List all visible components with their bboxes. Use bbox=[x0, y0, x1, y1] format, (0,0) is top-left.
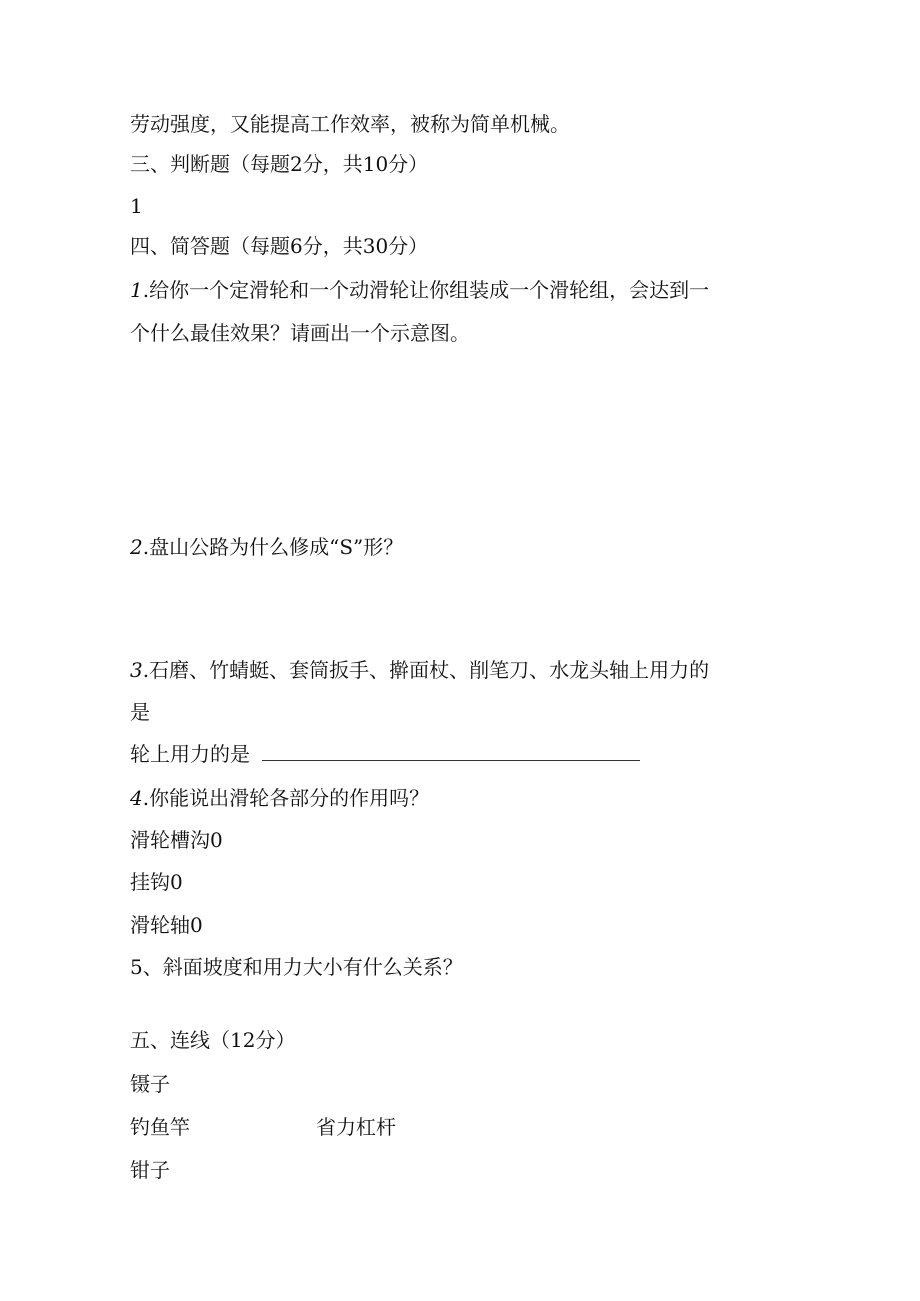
question-3-line-2: 是 bbox=[130, 700, 150, 724]
question-2 bbox=[130, 534, 403, 560]
match-item-fishing-rod: 钓鱼竿 bbox=[130, 1115, 190, 1139]
question-2-number: 2 bbox=[130, 535, 143, 559]
question-4-text: .你能说出滑轮各部分的作用吗？ bbox=[142, 786, 430, 810]
match-item-tweezers: 镊子 bbox=[130, 1072, 170, 1096]
question-3-text: .石磨、竹蜻蜓、套筒扳手、擀面杖、削笔刀、水龙头轴上用力的 bbox=[142, 658, 710, 682]
question-2-text: .盘山公路为什么修成“S”形？ bbox=[142, 535, 404, 559]
section-5-heading: 五、连线（12分） bbox=[130, 1028, 296, 1052]
question-4-number: 4 bbox=[130, 786, 143, 810]
match-category-force-saving-lever: 省力杠杆 bbox=[316, 1115, 396, 1139]
text-line-continuation: 劳动强度，又能提高工作效率，被称为简单机械。 bbox=[130, 112, 570, 136]
question-1-text: .给你一个定滑轮和一个动滑轮让你组装成一个滑轮组，会达到一 bbox=[142, 278, 710, 302]
question-3-number: 3 bbox=[130, 658, 143, 682]
question-4-item-hook: 挂钩0 bbox=[130, 870, 183, 894]
question-3-line-3 bbox=[130, 741, 640, 767]
question-1 bbox=[130, 277, 709, 303]
question-1-number: 1 bbox=[130, 278, 143, 302]
question-4-item-axle: 滑轮轴0 bbox=[130, 913, 203, 937]
section-3-heading: 三、判断题（每题2分，共10分） bbox=[130, 152, 429, 176]
section-4-heading: 四、简答题（每题6分，共30分） bbox=[130, 234, 429, 258]
question-4 bbox=[130, 785, 429, 811]
match-item-pliers: 钳子 bbox=[130, 1158, 170, 1182]
question-4-item-groove: 滑轮槽沟0 bbox=[130, 828, 223, 852]
question-3-wheel-label: 轮上用力的是 bbox=[130, 742, 250, 766]
question-1-line-2: 个什么最佳效果？请画出一个示意图。 bbox=[130, 321, 470, 345]
question-3 bbox=[130, 657, 709, 683]
answer-blank bbox=[262, 742, 640, 761]
section-3-answer: 1 bbox=[130, 194, 143, 218]
question-5: 5、斜面坡度和用力大小有什么关系？ bbox=[130, 955, 463, 979]
